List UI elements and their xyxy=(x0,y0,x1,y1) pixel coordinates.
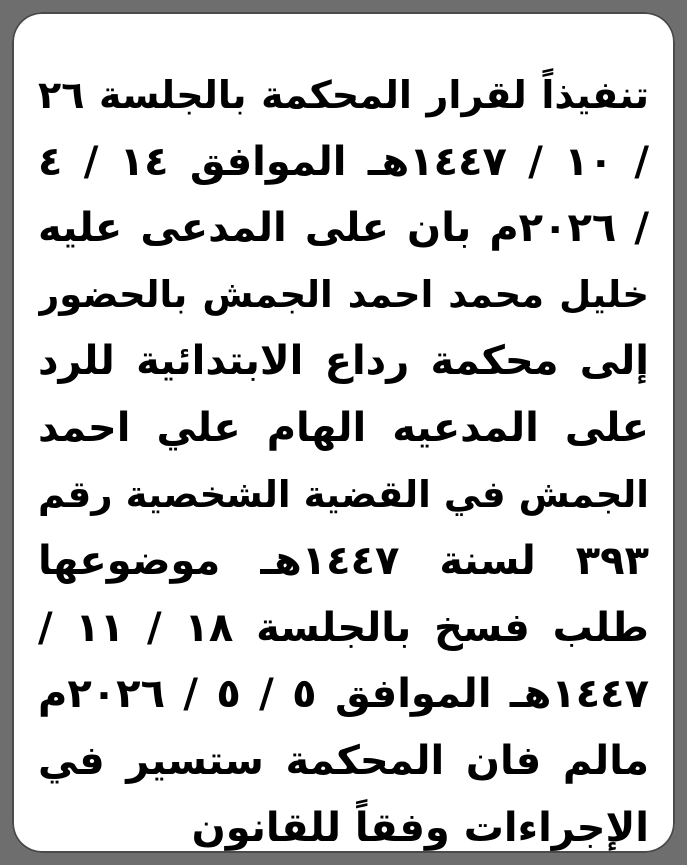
notice-line: ٣٩٣ لسنة ١٤٤٧هـ موضوعها xyxy=(38,538,649,585)
notice-text xyxy=(38,62,649,861)
notice-line: / ٢٠٢٦م بان على المدعى عليه xyxy=(38,205,649,252)
notice-line: مالم فان المحكمة ستسير في xyxy=(38,737,649,784)
notice-frame xyxy=(12,12,675,853)
notice-line: الجمش في القضية الشخصية رقم xyxy=(38,472,649,516)
notice-line: / ١٠ / ١٤٤٧هـ الموافق ١٤ / ٤ xyxy=(38,138,649,185)
notice-line: الإجراءات وفقاً للقانون xyxy=(191,804,649,851)
notice-line: ١٤٤٧هـ الموافق ٥ / ٥ / ٢٠٢٦م xyxy=(38,671,649,718)
notice-line: خليل محمد احمد الجمش بالحضور xyxy=(38,272,649,316)
notice-line: على المدعيه الهام علي احمد xyxy=(38,404,649,451)
notice-line: تنفيذاً لقرار المحكمة بالجلسة ٢٦ xyxy=(38,73,649,117)
notice-line: إلى محكمة رداع الابتدائية للرد xyxy=(38,338,649,385)
notice-line: طلب فسخ بالجلسة ١٨ / ١١ / xyxy=(38,604,649,651)
